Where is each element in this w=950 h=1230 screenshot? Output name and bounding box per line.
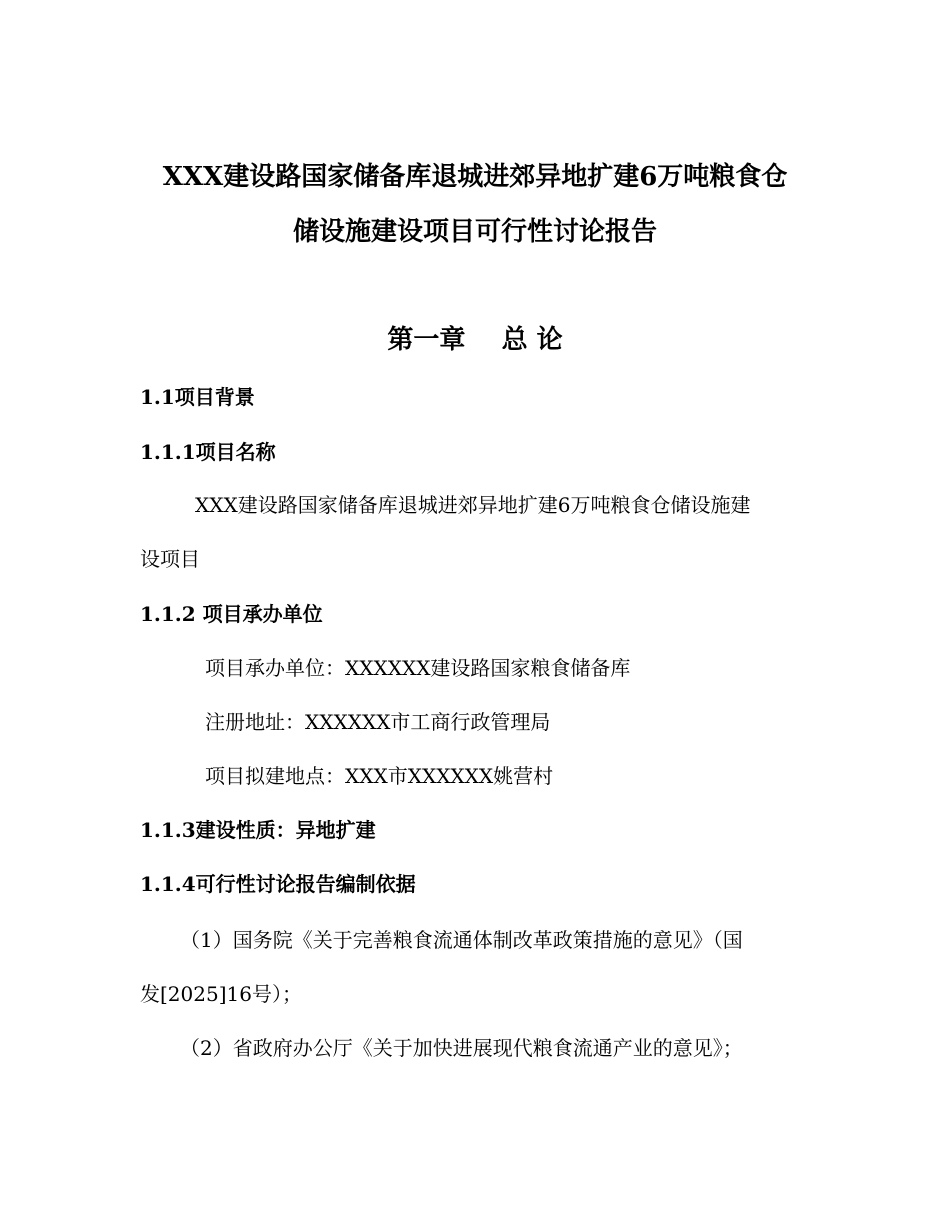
chapter-title: 第一章 总 论 (387, 325, 563, 355)
proposed-site-text: 项目拟建地点：XXX市XXXXXX姚营村 (205, 764, 554, 788)
section-heading-1-1-2: 1.1.2 项目承办单位 (140, 602, 323, 626)
section-heading-1-1-1: 1.1.1项目名称 (140, 440, 276, 464)
section-heading-1-1-3: 1.1.3建设性质：异地扩建 (140, 818, 376, 842)
document-title-line-1: XXX建设路国家储备库退城进郊异地扩建6万吨粮食仓 (162, 162, 788, 192)
project-name-line-2: 设项目 (140, 547, 200, 571)
basis-item-1-line-2: 发[2025]16号）； (140, 982, 302, 1006)
project-name-line-1: XXX建设路国家储备库退城进郊异地扩建6万吨粮食仓储设施建 (195, 493, 751, 517)
basis-item-2: （2）省政府办公厅《关于加快进展现代粮食流通产业的意见》； (180, 1036, 743, 1060)
section-heading-1-1: 1.1项目背景 (140, 385, 255, 409)
document-title-line-2: 储设施建设项目可行性讨论报告 (292, 217, 657, 247)
section-heading-1-1-4: 1.1.4可行性讨论报告编制依据 (140, 872, 416, 896)
registration-address-text: 注册地址：XXXXXX市工商行政管理局 (205, 710, 551, 734)
basis-item-1-line-1: （1）国务院《关于完善粮食流通体制改革政策措施的意见》（国 (180, 928, 743, 952)
sponsor-unit-text: 项目承办单位：XXXXXX建设路国家粮食储备库 (205, 656, 631, 680)
